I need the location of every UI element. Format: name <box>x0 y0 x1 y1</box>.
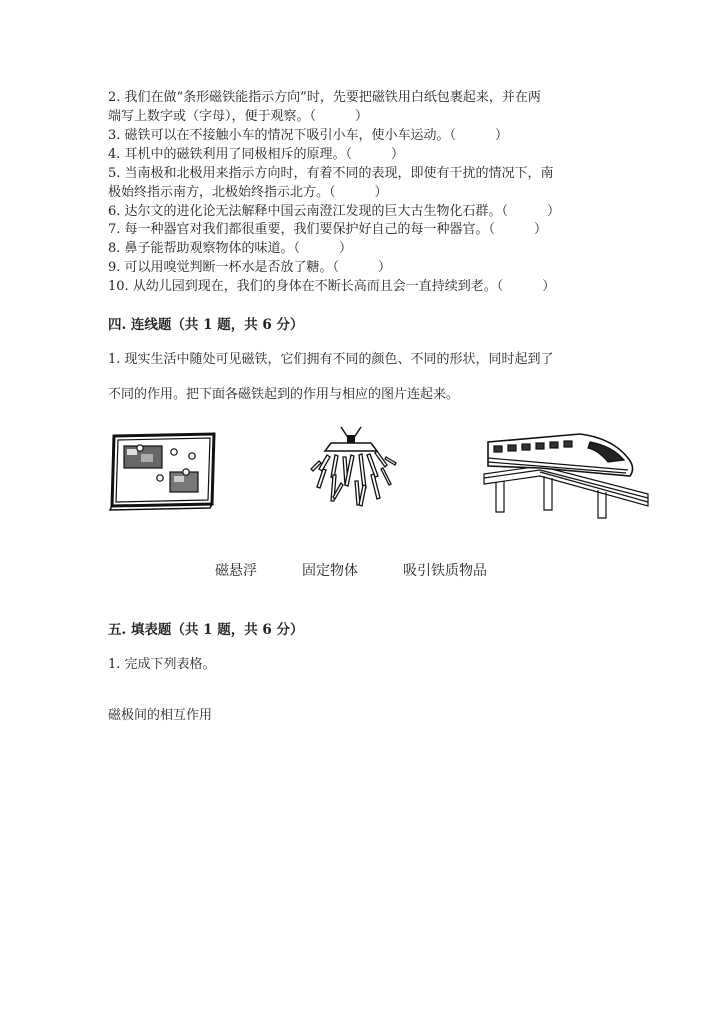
item-5-line-1: 5. 当南极和北极用来指示方向时，有着不同的表现，即使有干扰的情况下，南 <box>108 166 554 181</box>
item-5-line-2: 极始终指示南方，北极始终指示北方。（ ） <box>108 185 388 200</box>
item-7: 7. 每一种器官对我们都很重要，我们要保护好自己的每一种器官。（ ） <box>108 222 548 237</box>
section-4-question-line-2: 不同的作用。把下面各磁铁起到的作用与相应的图片连起来。 <box>108 387 460 402</box>
maglev-train-image[interactable] <box>480 428 650 520</box>
item-2-line-1: 2. 我们在做“条形磁铁能指示方向”时，先要把磁铁用白纸包裹起来，并在两 <box>108 90 541 105</box>
label-maglev[interactable]: 磁悬浮 <box>215 563 257 579</box>
section-4-question-line-1: 1. 现实生活中随处可见磁铁，它们拥有不同的颜色、不同的形状，同时起到了 <box>108 352 554 367</box>
table-caption: 磁极间的相互作用 <box>108 708 213 723</box>
item-10: 10. 从幼儿园到现在，我们的身体在不断长高而且会一直持续到老。（ ） <box>108 279 556 294</box>
item-3: 3. 磁铁可以在不接触小车的情况下吸引小车，使小车运动。（ ） <box>108 128 509 143</box>
section-5-heading: 五. 填表题（共 1 题，共 6 分） <box>108 622 304 638</box>
label-attract-iron[interactable]: 吸引铁质物品 <box>403 563 487 579</box>
electromagnet-crane-image[interactable] <box>305 425 401 511</box>
magnetic-whiteboard-image[interactable] <box>108 430 220 512</box>
label-fix-objects[interactable]: 固定物体 <box>302 563 358 579</box>
section-5-question: 1. 完成下列表格。 <box>108 657 216 672</box>
item-2-line-2: 端写上数字或（字母），便于观察。（ ） <box>108 109 369 124</box>
section-4-heading: 四. 连线题（共 1 题，共 6 分） <box>108 317 304 333</box>
item-6: 6. 达尔文的进化论无法解释中国云南澄江发现的巨大古生物化石群。（ ） <box>108 204 561 219</box>
item-8: 8. 鼻子能帮助观察物体的味道。（ ） <box>108 241 353 256</box>
item-9: 9. 可以用嗅觉判断一杯水是否放了糖。（ ） <box>108 260 392 275</box>
item-4: 4. 耳机中的磁铁利用了同极相斥的原理。（ ） <box>108 147 405 162</box>
